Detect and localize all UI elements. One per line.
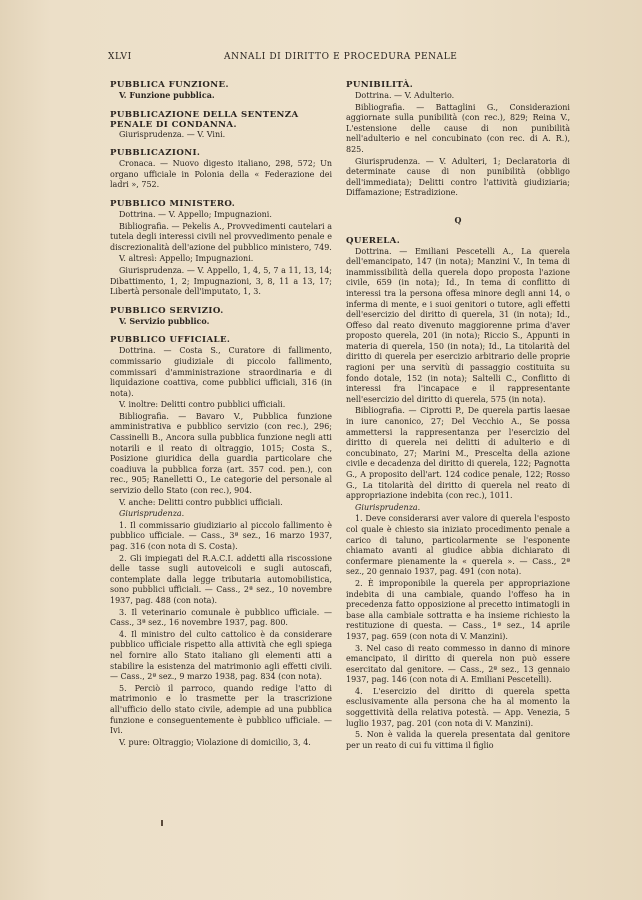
heading-pubblico-servizio: PUBBLICO SERVIZIO. <box>110 305 224 316</box>
heading-pubblicazioni: PUBBLICAZIONI. <box>110 148 201 159</box>
list-item: 2. È improponibile la querela per appropriazione indebita di una cambiale, quando l'offeso ha in precedenza fatto opposizione al precetto intimatogli in base alla cambiale sottratta e ha insieme richiesto la restituzione di questa. — Cass., 1ª sez., 14 aprile 1937, pag. 659 (con nota di V. Manzini). <box>346 578 570 641</box>
list-item: 1. Il commissario giudiziario al piccolo fallimento è pubblico ufficiale. — Cass., 3ª sez., 16 marzo 1937, pag. 316 (con nota di S. Costa). <box>110 520 332 551</box>
print-mark <box>161 820 163 826</box>
heading-pubblico-ufficiale: PUBBLICO UFFICIALE. <box>110 335 231 346</box>
list-item: 4. Il ministro del culto cattolico è da considerare pubblico ufficiale rispetto alla attività che egli spiega nel fornire allo Stato italiano gli elementi atti a stabilire la esistenza del matrimonio agli effetti civili. — Cass., 2ª sez., 9 marzo 1938, pag. 834 (con nota). <box>110 629 332 682</box>
pubblico-ministero-giurisprudenza: Giurisprudenza. — V. Appello, 1, 4, 5, 7 a 11, 13, 14; Dibattimento, 1, 2; Impugnazioni, 3, 8, 11 a 13, 17; Libertà personale dell'imputato, 1, 3. <box>110 265 332 297</box>
pubblico-ufficiale-pure: V. pure: Oltraggio; Violazione di domicilio, 3, 4. <box>119 737 311 747</box>
pubblicazione-sentenza-giurisprudenza: Giurisprudenza. — V. Vini. <box>119 129 226 139</box>
list-item: 3. Nel caso di reato commesso in danno di minore emancipato, il diritto di querela non può essere esercitato dal genitore. — Cass., 2ª sez., 13 gennaio 1937, pag. 146 (con nota di A. Emiliani Pescetelli). <box>346 643 570 685</box>
section-letter: Q <box>454 214 462 225</box>
list-item: 4. L'esercizio del diritto di querela spetta esclusivamente alla persona che ha al momento la soggettività della relativa potestà. — App. Venezia, 5 luglio 1937, pag. 201 (con nota di V. Manzini). <box>346 686 570 728</box>
list-item: 1. Deve considerarsi aver valore di querela l'esposto col quale è chiesto sia iniziato procedimento penale a carico di taluno, particolarmente se l'esponente chiamato avanti al giudice abbia dichiarato di confermare pienamente la « querela ». — Cass., 2ª sez., 20 gennaio 1937, pag. 491 (con nota). <box>346 514 570 577</box>
pubblico-ufficiale-giurisprudenza-label: Giurisprudenza. <box>119 509 185 519</box>
punibilita-giurisprudenza: Giurisprudenza. — V. Adulteri, 1; Declaratoria di determinate cause di non punibilità (obbligo dell'immediata); Delitti contro l'attività giudiziaria; Diffamazione; Estradizione. <box>346 156 570 198</box>
journal-title: ANNALI DI DIRITTO E PROCEDURA PENALE <box>224 52 458 62</box>
punibilita-dottrina: Dottrina. — V. Adulterio. <box>355 91 455 100</box>
heading-pubblicazione-sentenza: PUBBLICAZIONE DELLA SENTENZA PENALE DI CONDANNA. <box>110 109 299 130</box>
querela-dottrina: Dottrina. — Emiliani Pescetelli A., La querela dell'emancipato, 147 (in nota); Manzini V., In tema di inammissibilità della querela dopo proposta l'azione civile, 659 (in nota); Id., In tema di conflitto di interessi tra la persona offesa minore degli anni 14, o inferma di mente, e i suoi genitori o tutore, agli effetti dell'esercizio del diritto di querela, 31 (in nota); Id., Offeso dal reato divenuto maggiorenne prima d'aver proposto querela, 201 (in nota); Riccio S., Appunti in materia di querela, 150 (in nota); Id., La titolarità del diritto di querela per esercizio arbitrario delle proprie ragioni per una servitù di passaggio costituita su fondo dotale, 152 (in nota); Saltelli C., Conflitto di interessi fra l'incapace e il rappresentante nell'esercizio del diritto di querela, 575 (in nota). <box>346 246 570 404</box>
querela-giurisprudenza-label: Giurisprudenza. <box>355 502 421 512</box>
heading-punibilita: PUNIBILITÀ. <box>346 80 414 90</box>
pubblico-ufficiale-anche: V. anche: Delitti contro pubblici ufficiali. <box>119 497 283 507</box>
pubblicazioni-cronaca: Cronaca. — Nuovo digesto italiano, 298, 572; Un organo ufficiale in Polonia della « Federazione dei ladri », 752. <box>110 159 332 190</box>
see-servizio-pubblico: V. Servizio pubblico. <box>119 315 210 326</box>
left-column <box>110 80 332 748</box>
list-item: 5. Non è valida la querela presentata dal genitore per un reato di cui fu vittima il figlio <box>346 730 570 750</box>
punibilita-bibliografia: Bibliografia. — Battaglini G., Considerazioni aggiornate sulla punibilità (con rec.), 829; Reina V., L'estensione delle cause di non punibilità nell'adulterio e nel concubinato (con rec. di A. R.), 825. <box>346 102 570 154</box>
pubblico-ufficiale-dottrina: Dottrina. — Costa S., Curatore di fallimento, commissario giudiziale di piccolo fallimento, commissari d'amministrazione straordinaria e di liquidazione coattiva, come pubblici ufficiali, 316 (in nota). <box>110 346 332 398</box>
pubblico-ministero-altresi: V. altresì: Appello; Impugnazioni. <box>119 254 254 264</box>
pubblico-ufficiale-bibliografia: Bibliografia. — Bavaro V., Pubblica funzione amministrativa e pubblico servizio (con rec.), 296; Cassinelli B., Ancora sulla pubblica funzione negli atti notarili e il reato di oltraggio, 1015; Costa S., Posizione giuridica della guardia particolare che coadiuva la pubblica forza (art. 357 cod. pen.), con rec., 905; Ranelletti O., Le categorie del personale al servizio dello Stato (con rec.), 904. <box>110 411 332 496</box>
right-column <box>346 80 570 751</box>
list-item: 2. Gli impiegati del R.A.C.I. addetti alla riscossione delle tasse sugli autoveicoli e sugli autoscafi, contemplate dalla legge tributaria automobilistica, sono pubblici ufficiali. — Cass., 2ª sez., 10 novembre 1937, pag. 488 (con nota). <box>110 553 332 605</box>
querela-bibliografia: Bibliografia. — Ciprotti P., De querela partis laesae in iure canonico, 27; Del Vecchio A., Se possa ammettersi la rappresentanza per l'esercizio del diritto di querela nei delitti di adulterio e di concubinato, 27; Marini M., Prescelta della azione civile e decadenza del diritto di querela, 122; Pagnotta G., A proposito dell'art. 124 codice penale, 122; Rosso G., La titolarità del diritto di querela nel reato di appropriazione indebita (con rec.), 1011. <box>346 406 570 501</box>
list-item: 3. Il veterinario comunale è pubblico ufficiale. — Cass., 3ª sez., 16 novembre 1937, pag. 800. <box>110 607 332 628</box>
see-funzione-pubblica: V. Funzione pubblica. <box>119 90 215 100</box>
page-number: XLVI <box>108 52 132 62</box>
pubblico-ufficiale-inoltre: V. inoltre: Delitti contro pubblici ufficiali. <box>119 400 286 410</box>
list-item: 5. Perciò il parroco, quando redige l'atto di matrimonio e lo trasmette per la trascrizione all'ufficio dello stato civile, adempie ad una pubblica funzione e conseguentemente è pubblico ufficiale. — Ivi. <box>110 683 332 736</box>
pubblico-ministero-bibliografia: Bibliografia. — Pekelis A., Provvedimenti cautelari a tutela degli interessi civili nel provvedimento penale e discrezionalità dell'azione del pubblico ministero, 749. <box>110 221 332 252</box>
heading-pubblico-ministero: PUBBLICO MINISTERO. <box>110 198 236 209</box>
heading-querela: QUERELA. <box>346 235 401 246</box>
pubblico-ministero-dottrina: Dottrina. — V. Appello; Impugnazioni. <box>119 209 272 219</box>
heading-pubblica-funzione: PUBBLICA FUNZIONE. <box>110 80 229 90</box>
running-header <box>108 52 548 62</box>
